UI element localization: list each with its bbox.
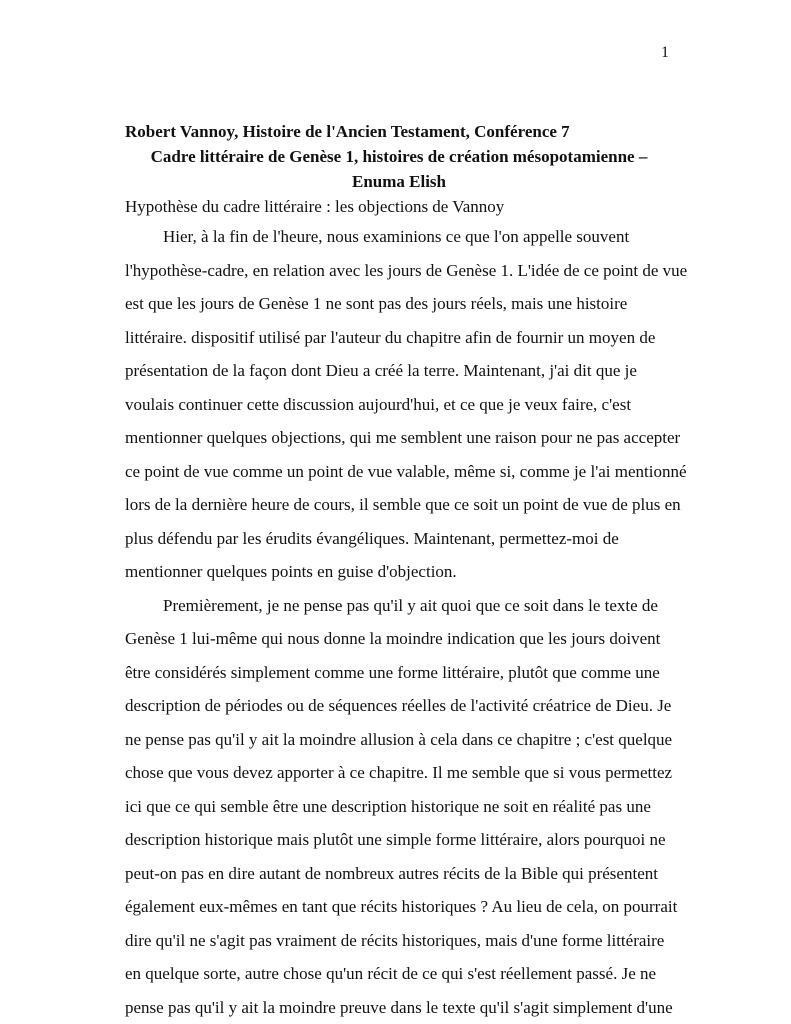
paragraph-line: peut-on pas en dire autant de nombreux autres récits de la Bible qui présentent <box>125 863 658 883</box>
paragraph-line: Genèse 1 lui-même qui nous donne la moindre indication que les jours doivent <box>125 629 661 648</box>
paragraph-2 <box>125 589 678 1024</box>
paragraph-line: en quelque sorte, autre chose qu'un récit de ce qui s'est réellement passé. Je ne <box>125 964 657 983</box>
paragraph-line: ici que ce qui semble être une description historique ne soit en réalité pas une <box>125 796 651 816</box>
paragraph-line: présentation de la façon dont Dieu a créé la terre. Maintenant, j'ai dit que je <box>125 361 637 380</box>
paragraph-line: est que les jours de Genèse 1 ne sont pas des jours réels, mais une histoire <box>125 294 628 313</box>
paragraph-line: description de périodes ou de séquences réelles de l'activité créatrice de Dieu. Je <box>125 696 672 715</box>
paragraph-line: mentionner quelques points en guise d'objection. <box>125 562 457 581</box>
paragraph-line: Premièrement, je ne pense pas qu'il y ait quoi que ce soit dans le texte de <box>163 595 658 615</box>
paragraph-line: ce point de vue comme un point de vue valable, même si, comme je l'ai mentionné <box>125 461 687 481</box>
paragraph-line: l'hypothèse-cadre, en relation avec les jours de Genèse 1. L'idée de ce point de vue <box>125 260 688 280</box>
document-heading-line2: Cadre littéraire de Genèse 1, histoires de création mésopotamienne – <box>150 147 648 166</box>
document-body <box>125 119 688 1024</box>
paragraph-line: être considérés simplement comme une forme littéraire, plutôt que comme une <box>125 662 660 682</box>
paragraph-line: plus défendu par les érudits évangéliques. Maintenant, permettez-moi de <box>125 528 619 548</box>
paragraph-line: dire qu'il ne s'agit pas vraiment de récits historiques, mais d'une forme littéraire <box>125 930 665 950</box>
paragraph-line: pense pas qu'il y ait la moindre preuve dans le texte qu'il s'agit simplement d'une <box>125 997 673 1017</box>
document-heading-line3: Enuma Elish <box>351 172 446 191</box>
paragraph-line: mentionner quelques objections, qui me semblent une raison pour ne pas accepter <box>125 428 681 447</box>
paragraph-line: Hier, à la fin de l'heure, nous examinions ce que l'on appelle souvent <box>163 227 630 246</box>
paragraph-line: également eux-mêmes en tant que récits historiques ? Au lieu de cela, on pourrait <box>125 897 678 916</box>
paragraph-line: littéraire. dispositif utilisé par l'auteur du chapitre afin de fournir un moyen de <box>125 327 656 347</box>
paragraph-1 <box>125 220 688 589</box>
section-subtitle: Hypothèse du cadre littéraire : les objections de Vannoy <box>125 197 505 216</box>
page-number: 1 <box>661 44 669 61</box>
paragraph-line: ne pense pas qu'il y ait la moindre allusion à cela dans ce chapitre ; c'est quelque <box>125 729 673 749</box>
paragraph-line: description historique mais plutôt une simple forme littéraire, alors pourquoi ne <box>125 830 666 849</box>
document-title: Robert Vannoy, Histoire de l'Ancien Testament, Conférence 7 <box>125 122 570 141</box>
paragraph-line: voulais continuer cette discussion aujourd'hui, et ce que je veux faire, c'est <box>125 394 632 414</box>
paragraph-line: chose que vous devez apporter à ce chapitre. Il me semble que si vous permettez <box>125 763 673 782</box>
paragraph-line: lors de la dernière heure de cours, il semble que ce soit un point de vue de plus en <box>125 495 681 514</box>
